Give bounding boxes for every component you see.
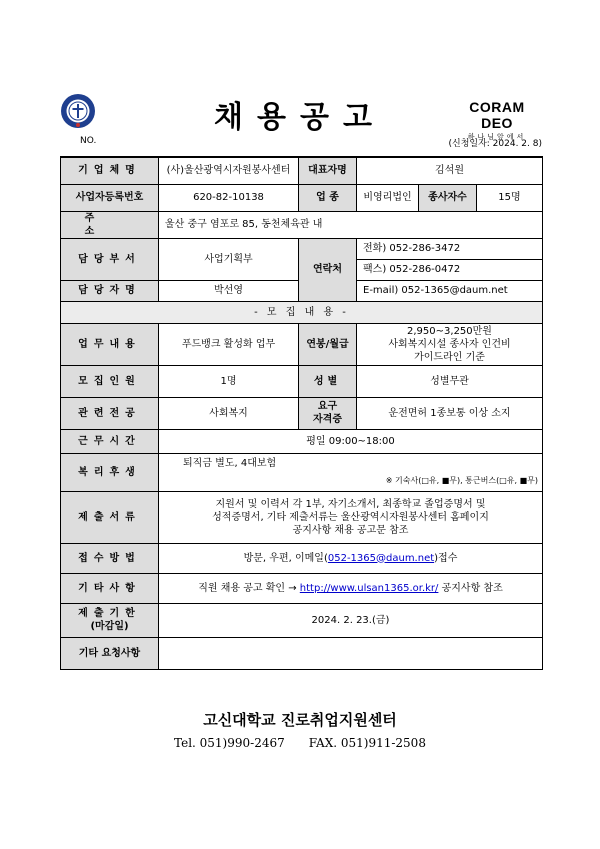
rep-name: 김석원 — [357, 157, 543, 184]
row-deadline — [61, 603, 543, 637]
application-date: (신청일자: 2024. 2. 8) — [448, 139, 542, 149]
row-address — [61, 211, 543, 238]
method-post: )접수 — [434, 552, 458, 564]
homepage-link[interactable]: http://www.ulsan1365.or.kr/ — [299, 582, 439, 594]
etc-label: 기타사항 — [61, 573, 159, 603]
request-label: 기타 요청사항 — [61, 637, 159, 669]
docs-line1: 지원서 및 이력서 각 1부, 자기소개서, 최종학교 졸업증명서 및 — [215, 498, 486, 510]
row-hours — [61, 429, 543, 453]
welfare-label: 복리후생 — [61, 453, 159, 491]
row-method — [61, 543, 543, 573]
row-duty — [61, 323, 543, 365]
row-docs — [61, 491, 543, 543]
etc-pre: 직원 채용 공고 확인 → — [198, 582, 300, 594]
salary-amount: 2,950~3,250만원 — [407, 325, 492, 337]
row-dept — [61, 238, 543, 259]
deadline-label — [61, 603, 159, 637]
email: E-mail) 052-1365@daum.net — [357, 280, 543, 301]
hours: 평일 09:00~18:00 — [159, 429, 543, 453]
brand-en: CORAM DEO — [469, 99, 525, 131]
employees: 15명 — [477, 184, 543, 211]
major: 사회복지 — [159, 397, 299, 429]
phone: 전화) 052-286-3472 — [357, 238, 543, 259]
docs-line2: 성적증명서, 기타 제출서류는 울산광역시자원봉사센터 홈페이지 — [212, 511, 489, 523]
footer-org: 고신대학교 진로취업지원센터 — [203, 711, 397, 729]
company-name-label: 기업체명 — [61, 157, 159, 184]
method-pre: 방문, 우편, 이메일( — [243, 552, 328, 564]
footer-contact — [0, 736, 600, 750]
welfare-note: ※ 기숙사(□유, ■무), 통근버스(□유, ■무) — [385, 476, 538, 485]
deadline-label1: 제출기한 — [78, 608, 141, 619]
row-business — [61, 184, 543, 211]
docs-label: 제출서류 — [61, 491, 159, 543]
salary-note2: 가이드라인 기준 — [414, 351, 485, 363]
fax: 팩스) 052-286-0472 — [357, 259, 543, 280]
biz-no: 620-82-10138 — [159, 184, 299, 211]
hours-label: 근무시간 — [61, 429, 159, 453]
rep-label: 대표자명 — [299, 157, 357, 184]
etc-post: 공지사항 참조 — [438, 582, 503, 594]
count-label: 모집인원 — [61, 365, 159, 397]
method-label: 접수방법 — [61, 543, 159, 573]
req-label2: 자격증 — [313, 414, 342, 425]
manager-label: 담당자명 — [61, 280, 159, 301]
etc-cell — [159, 573, 543, 603]
salary-label: 연봉/월급 — [299, 323, 357, 365]
employees-label: 종사자수 — [419, 184, 477, 211]
company-name: (사)울산광역시자원봉사센터 — [159, 157, 299, 184]
req-label — [299, 397, 357, 429]
method-cell — [159, 543, 543, 573]
welfare: 퇴직금 별도, 4대보험 — [183, 458, 277, 469]
contact-label: 연락처 — [299, 238, 357, 301]
industry: 비영리법인 — [357, 184, 419, 211]
method-email-link[interactable]: 052-1365@daum.net — [327, 552, 435, 564]
dept-label: 담당부서 — [61, 238, 159, 280]
deadline: 2024. 2. 23.(금) — [159, 603, 543, 637]
duty: 푸드뱅크 활성화 업무 — [159, 323, 299, 365]
row-major — [61, 397, 543, 429]
footer-tel: Tel. 051)990-2467 — [174, 736, 285, 750]
dept: 사업기획부 — [159, 238, 299, 280]
major-label: 관련전공 — [61, 397, 159, 429]
row-count — [61, 365, 543, 397]
req-label1: 요구 — [317, 401, 338, 412]
row-welfare — [61, 453, 543, 491]
row-etc — [61, 573, 543, 603]
doc-number-label: NO. — [80, 136, 97, 146]
gender: 성별무관 — [357, 365, 543, 397]
salary-note1: 사회복지시설 종사자 인건비 — [388, 338, 511, 350]
gender-label: 성별 — [299, 365, 357, 397]
section-title: - 모 집 내 용 - — [61, 301, 543, 323]
docs-line3: 공지사항 채용 공고문 참조 — [292, 524, 409, 536]
page-title: 채용공고 — [214, 100, 386, 135]
row-company — [61, 157, 543, 184]
row-request — [61, 637, 543, 669]
address-label: 주소 — [61, 211, 159, 238]
address: 울산 중구 염포로 85, 동천체육관 내 — [159, 211, 543, 238]
industry-label: 업 종 — [299, 184, 357, 211]
req: 운전면허 1종보통 이상 소지 — [357, 397, 543, 429]
row-section — [61, 301, 543, 323]
brand-ko: 하나님앞에서 — [467, 133, 527, 141]
count: 1명 — [159, 365, 299, 397]
manager: 박선영 — [159, 280, 299, 301]
salary-cell — [357, 323, 543, 365]
footer-fax: FAX. 051)911-2508 — [308, 736, 426, 750]
welfare-cell — [159, 453, 543, 491]
job-posting-table — [60, 156, 543, 670]
deadline-label2: (마감일) — [90, 621, 129, 632]
biz-no-label: 사업자등록번호 — [61, 184, 159, 211]
docs-cell — [159, 491, 543, 543]
duty-label: 업무내용 — [61, 323, 159, 365]
request — [159, 637, 543, 669]
